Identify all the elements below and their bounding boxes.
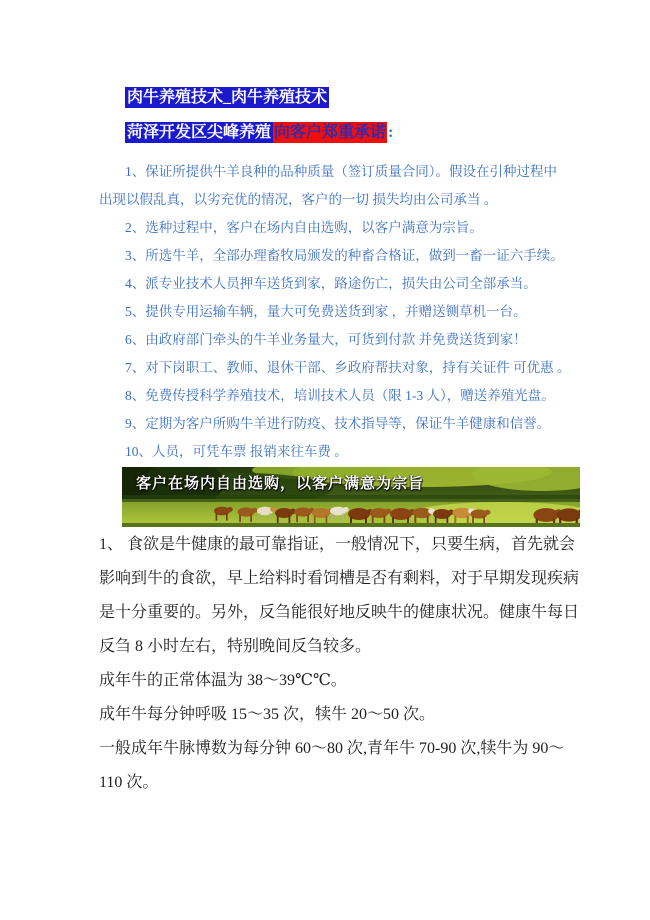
company-name: 菏泽开发区尖峰养殖 (127, 124, 272, 141)
body-line: 影响到牛的食欲，早上给料时看饲槽是否有剩料，对于早期发现疾病 (99, 570, 580, 587)
body-paragraphs (99, 528, 579, 800)
body-line: 成年牛每分钟呼吸 15～35 次，犊牛 20～50 次。 (99, 706, 436, 723)
photo-caption: 客户在场内自由选购，以客户满意为宗旨 (136, 476, 425, 492)
body-line: 1、 食欲是牛健康的最可靠指证，一般情况下，只要生病，首先就会 (99, 536, 576, 553)
promise-line: 3、所选牛羊，全部办理畜牧局颁发的种畜合格证，做到一畜一证六手续。 (125, 248, 564, 263)
promise-line: 10、人员，可凭车票 报销来往车费 。 (125, 444, 348, 459)
promise-line: 7、对下岗职工、教师、退休干部、乡政府帮扶对象，持有关证件 可优惠 。 (125, 360, 571, 375)
subtitle-colon: : (388, 124, 394, 141)
doc-title: 肉牛养殖技术_肉牛养殖技术 (127, 89, 328, 106)
promise-line: 出现以假乱真，以劣充优的情况，客户的一切 损失均由公司承当 。 (99, 192, 498, 207)
doc-title-line (125, 84, 329, 107)
promise-line: 1、保证所提供牛羊良种的品种质量（签订质量合同）。假设在引种过程中 (125, 164, 557, 179)
promise-heading: 向客户郑重承诺 (274, 124, 387, 141)
body-line: 一般成年牛脉博数为每分钟 60～80 次,青年牛 70-90 次,犊牛为 90～ (99, 740, 565, 757)
promise-line: 5、提供专用运输车辆，量大可免费送货到家 ，并赠送铡草机一台。 (125, 304, 527, 319)
body-line: 反刍 8 小时左右，特别晚间反刍较多。 (99, 638, 372, 655)
promise-line: 9、定期为客户所购牛羊进行防疫、技术指导等，保证牛羊健康和信誉。 (125, 416, 551, 431)
promise-line: 2、选种过程中，客户在场内自由选购，以客户满意为宗旨。 (125, 220, 483, 235)
promise-line: 4、派专业技术人员押车送货到家，路途伤亡，损失由公司全部承当。 (125, 276, 537, 291)
promise-line: 8、免费传授科学养殖技术，培训技术人员（限 1-3 人），赠送养殖光盘。 (125, 388, 555, 403)
cattle-pasture-photo (122, 467, 580, 527)
body-line: 是十分重要的。另外，反刍能很好地反映牛的健康状况。健康牛每日 (99, 604, 580, 621)
body-line: 成年牛的正常体温为 38～39℃℃。 (99, 672, 347, 689)
body-line: 110 次。 (99, 774, 159, 791)
promise-line: 6、由政府部门牵头的牛羊业务量大，可货到付款 并免费送货到家！ (125, 332, 527, 347)
promise-list (99, 158, 574, 466)
doc-subtitle-line (125, 119, 393, 142)
